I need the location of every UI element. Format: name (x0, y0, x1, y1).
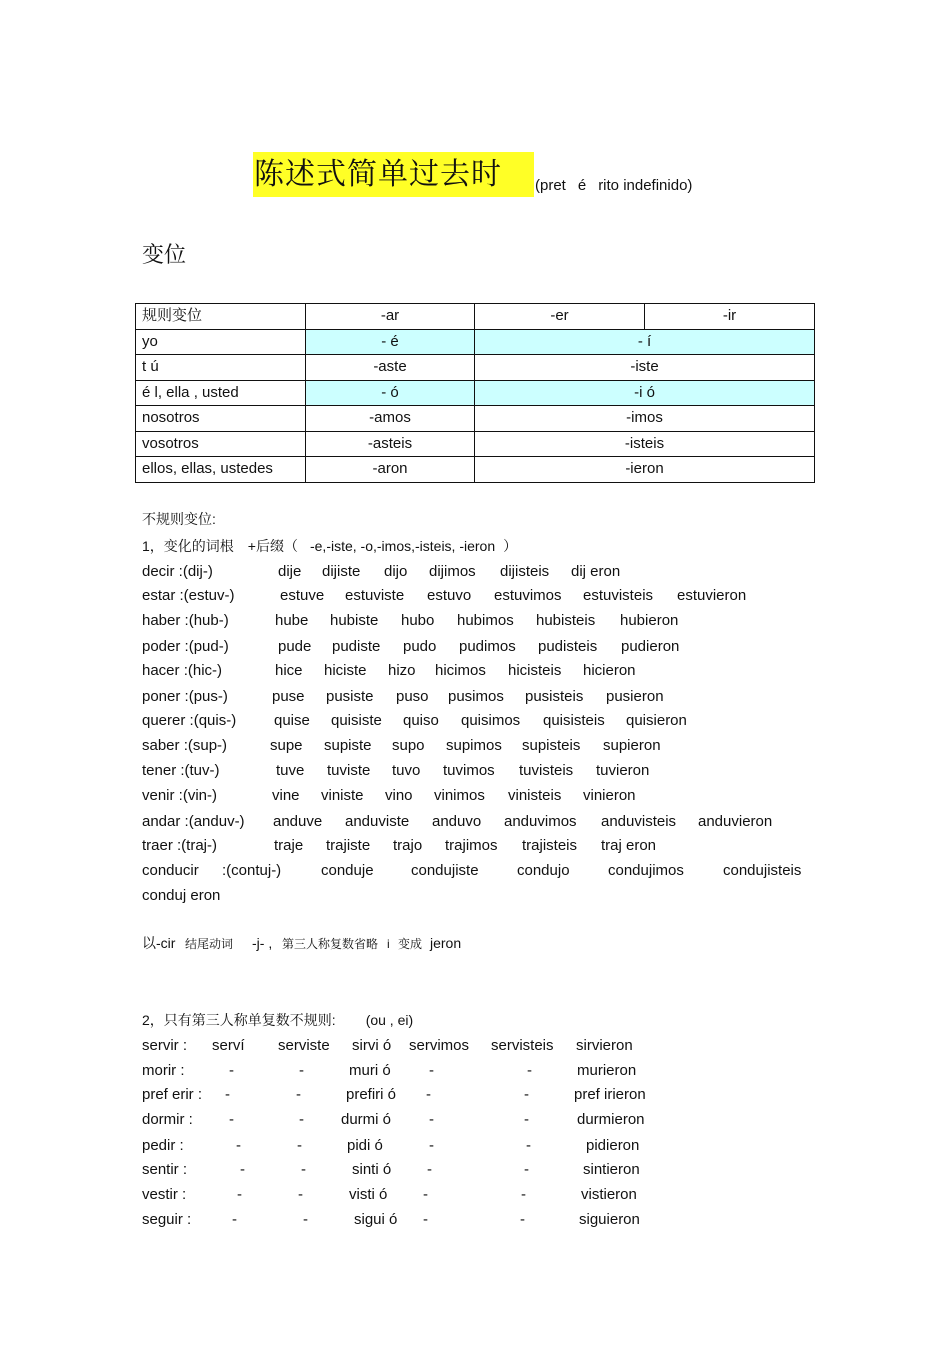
person-cell: ellos, ellas, ustedes (136, 457, 306, 483)
rule-2-pattern: (ou , ei) (365, 1012, 414, 1028)
rule-1 (142, 536, 517, 556)
conducir-continuation: conduj eron (142, 887, 221, 904)
header-cell: -ar (306, 304, 475, 330)
verb-form: quiso (403, 712, 439, 729)
verb-form: puso (396, 688, 429, 705)
verb-form: quisisteis (543, 712, 605, 729)
verb-form: estuvieron (677, 587, 747, 604)
verb-form: traj eron (601, 837, 657, 854)
verb-form: hice (275, 662, 303, 679)
verb-form: visti ó (349, 1186, 388, 1203)
verb-form: pudiste (332, 638, 381, 655)
verb-form: :(contuj-) (222, 862, 282, 879)
person-cell: vosotros (136, 431, 306, 457)
regular-dash: - (240, 1161, 245, 1178)
verb-infinitive: decir :(dij-) (142, 563, 213, 580)
verb-form: estuvisteis (583, 587, 654, 604)
rule-1-part: ） (503, 538, 518, 554)
person-cell: nosotros (136, 406, 306, 432)
regular-dash: - (299, 1062, 304, 1079)
regular-dash: - (521, 1186, 526, 1203)
table-row (136, 406, 815, 432)
verb-form: durmieron (577, 1111, 645, 1128)
table-row (136, 457, 815, 483)
regular-dash: - (520, 1211, 525, 1228)
person-cell: yo (136, 329, 306, 355)
verb-form: dijimos (429, 563, 476, 580)
verb-form: pidi ó (347, 1137, 383, 1154)
verb-form: muri ó (349, 1062, 391, 1079)
verb-infinitive: tener :(tuv-) (142, 762, 220, 779)
verb-form: pudo (403, 638, 437, 655)
verb-form: dije (278, 563, 302, 580)
verb-form: anduvieron (698, 813, 773, 830)
note-fragment: jeron (430, 935, 462, 951)
er-ir-ending-cell: -iste (475, 355, 815, 381)
verb-infinitive: andar :(anduv-) (142, 813, 245, 830)
regular-dash: - (229, 1111, 234, 1128)
note-fragment: 第三人称复数省略 (282, 937, 379, 951)
verb-form: estuvo (427, 587, 472, 604)
verb-form: vine (272, 787, 300, 804)
regular-dash: - (429, 1062, 434, 1079)
verb-form: conduje (321, 862, 374, 879)
verb-form: hubieron (620, 612, 679, 629)
verb-form: siguieron (579, 1211, 640, 1228)
verb-form: hubiste (330, 612, 379, 629)
verb-form: quise (274, 712, 310, 729)
verb-form: tuvisteis (519, 762, 574, 779)
verb-form: sintieron (583, 1161, 640, 1178)
verb-form: durmi ó (341, 1111, 392, 1128)
verb-infinitive: estar :(estuv-) (142, 587, 235, 604)
verb-form: pudieron (621, 638, 680, 655)
verb-form: vinisteis (508, 787, 562, 804)
ar-ending-cell: - ó (306, 380, 475, 406)
verb-form: condujisteis (723, 862, 802, 879)
verb-form: condujo (517, 862, 570, 879)
regular-dash: - (429, 1137, 434, 1154)
ar-ending-cell: - é (306, 329, 475, 355)
verb-infinitive: pref erir : (142, 1086, 203, 1103)
verb-infinitive: seguir : (142, 1211, 192, 1228)
verb-infinitive: traer :(traj-) (142, 837, 217, 854)
er-ir-ending-cell: - í (475, 329, 815, 355)
page-title: 陈述式简单过去时 (254, 158, 502, 191)
verb-form: tuviste (327, 762, 371, 779)
subtitle-part-b: é (577, 177, 587, 194)
verb-form: supimos (446, 737, 502, 754)
regular-dash: - (229, 1062, 234, 1079)
verb-infinitive: venir :(vin-) (142, 787, 218, 804)
verb-form: sigui ó (354, 1211, 398, 1228)
table-row (136, 380, 815, 406)
verb-form: puse (272, 688, 305, 705)
verb-form: sirvi ó (352, 1037, 392, 1054)
verb-form: hubisteis (536, 612, 596, 629)
verb-form: dij eron (571, 563, 621, 580)
verb-form: anduve (273, 813, 323, 830)
verb-form: quisimos (461, 712, 521, 729)
verb-form: hicieron (583, 662, 636, 679)
regular-dash: - (524, 1161, 529, 1178)
verb-form: servimos (409, 1037, 470, 1054)
verb-form: pusimos (448, 688, 504, 705)
regular-dash: - (527, 1062, 532, 1079)
regular-dash: - (298, 1186, 303, 1203)
table-row (136, 431, 815, 457)
verb-form: supieron (603, 737, 661, 754)
verb-form: prefiri ó (346, 1086, 397, 1103)
table-row (136, 355, 815, 381)
verb-form: vino (385, 787, 413, 804)
irregular-heading: 不规则变位: (142, 511, 216, 527)
verb-form: supe (270, 737, 303, 754)
verb-infinitive: hacer :(hic-) (142, 662, 223, 679)
rule-2 (142, 1010, 413, 1030)
verb-form: supisteis (522, 737, 581, 754)
verb-form: hubimos (457, 612, 514, 629)
verb-form: pusiste (326, 688, 374, 705)
verb-infinitive: pedir : (142, 1137, 184, 1154)
regular-dash: - (232, 1211, 237, 1228)
ar-ending-cell: -amos (306, 406, 475, 432)
er-ir-ending-cell: -imos (475, 406, 815, 432)
verb-form: estuvimos (494, 587, 562, 604)
verb-form: dijisteis (500, 563, 550, 580)
regular-dash: - (427, 1161, 432, 1178)
rule-1-part: -e,-iste, -o,-imos,-isteis, -ieron (309, 538, 496, 554)
verb-form: vistieron (581, 1186, 637, 1203)
verb-form: tuvimos (443, 762, 495, 779)
header-cell: 规则变位 (136, 304, 306, 330)
verb-form: tuvo (392, 762, 421, 779)
verb-form: pude (278, 638, 312, 655)
verb-infinitive: servir : (142, 1037, 187, 1054)
note-fragment: i (387, 937, 390, 951)
verb-infinitive: dormir : (142, 1111, 193, 1128)
subtitle-part-c: rito indefinido) (598, 177, 693, 194)
er-ir-ending-cell: -isteis (475, 431, 815, 457)
regular-dash: - (524, 1086, 529, 1103)
verb-form: hube (275, 612, 309, 629)
conjugation-table (135, 303, 815, 483)
verb-infinitive: saber :(sup-) (142, 737, 228, 754)
verb-form: sinti ó (352, 1161, 392, 1178)
verb-form: hicisteis (508, 662, 562, 679)
verb-form: serví (212, 1037, 245, 1054)
verb-form: serviste (278, 1037, 330, 1054)
regular-dash: - (423, 1186, 428, 1203)
regular-dash: - (299, 1111, 304, 1128)
ar-ending-cell: -aste (306, 355, 475, 381)
regular-dash: - (426, 1086, 431, 1103)
regular-dash: - (297, 1137, 302, 1154)
regular-dash: - (225, 1086, 230, 1103)
verb-form: trajo (393, 837, 423, 854)
header-cell: -er (475, 304, 645, 330)
verb-infinitive: poder :(pud-) (142, 638, 229, 655)
verb-form: viniste (321, 787, 364, 804)
verb-form: pusieron (606, 688, 664, 705)
table-body (136, 329, 815, 482)
er-ir-ending-cell: -i ó (475, 380, 815, 406)
verb-form: anduvimos (504, 813, 577, 830)
verb-infinitive: poner :(pus-) (142, 688, 228, 705)
regular-dash: - (237, 1186, 242, 1203)
person-cell: é l, ella , usted (136, 380, 306, 406)
note-fragment: 变成 (398, 937, 423, 951)
verb-form: murieron (577, 1062, 637, 1079)
verb-form: anduvo (432, 813, 482, 830)
person-cell: t ú (136, 355, 306, 381)
regular-dash: - (526, 1137, 531, 1154)
verb-form: estuviste (345, 587, 405, 604)
verb-form: vinimos (434, 787, 485, 804)
regular-dash: - (301, 1161, 306, 1178)
verb-infinitive: sentir : (142, 1161, 188, 1178)
verb-infinitive: vestir : (142, 1186, 187, 1203)
note-fragment: 以-cir (142, 935, 176, 951)
table-header-row (136, 304, 815, 330)
verb-infinitive: querer :(quis-) (142, 712, 237, 729)
verb-form: pusisteis (525, 688, 584, 705)
regular-dash: - (524, 1111, 529, 1128)
verb-form: trajiste (326, 837, 371, 854)
note-fragment: -j- , (252, 935, 273, 951)
regular-dash: - (429, 1111, 434, 1128)
verb-form: tuvieron (596, 762, 650, 779)
verb-form: hiciste (324, 662, 367, 679)
verb-form: trajisteis (522, 837, 578, 854)
verb-form: hubo (401, 612, 435, 629)
verb-infinitive: morir : (142, 1062, 185, 1079)
verb-form: trajimos (445, 837, 498, 854)
verb-form: pudisteis (538, 638, 598, 655)
verb-infinitive: conducir (142, 862, 199, 879)
verb-form: dijo (384, 563, 408, 580)
subtitle-part-a: (pret (535, 177, 566, 194)
verb-form: pudimos (459, 638, 516, 655)
verb-form: vinieron (583, 787, 636, 804)
verb-form: quisiste (331, 712, 382, 729)
ar-ending-cell: -asteis (306, 431, 475, 457)
verb-form: condujiste (411, 862, 479, 879)
rule-2-text: 2，只有第三人称单复数不规则: (142, 1012, 336, 1028)
header-cell: -ir (645, 304, 815, 330)
verb-form: pidieron (586, 1137, 640, 1154)
regular-dash: - (236, 1137, 241, 1154)
verb-form: anduvisteis (601, 813, 677, 830)
verb-form: traje (274, 837, 304, 854)
verb-form: sirvieron (576, 1037, 633, 1054)
regular-dash: - (296, 1086, 301, 1103)
verb-form: estuve (280, 587, 325, 604)
verb-form: pref irieron (574, 1086, 646, 1103)
verb-form: condujimos (608, 862, 684, 879)
verb-form: quisieron (626, 712, 687, 729)
regular-dash: - (303, 1211, 308, 1228)
page-subtitle (535, 176, 692, 196)
verb-form: tuve (276, 762, 305, 779)
verb-form: hizo (388, 662, 416, 679)
note-fragment: 结尾动词 (185, 937, 234, 951)
ar-ending-cell: -aron (306, 457, 475, 483)
verb-form: supo (392, 737, 425, 754)
er-ir-ending-cell: -ieron (475, 457, 815, 483)
verb-infinitive: haber :(hub-) (142, 612, 229, 629)
verb-form: supiste (324, 737, 372, 754)
verb-form: anduviste (345, 813, 410, 830)
rule-1-part: 1，变化的词根 (142, 538, 234, 554)
regular-dash: - (423, 1211, 428, 1228)
section-heading: 变位 (142, 242, 187, 267)
table-row (136, 329, 815, 355)
verb-form: dijiste (322, 563, 361, 580)
rule-1-part: +后缀（ (247, 538, 298, 554)
verb-form: servisteis (491, 1037, 554, 1054)
verb-form: hicimos (435, 662, 486, 679)
